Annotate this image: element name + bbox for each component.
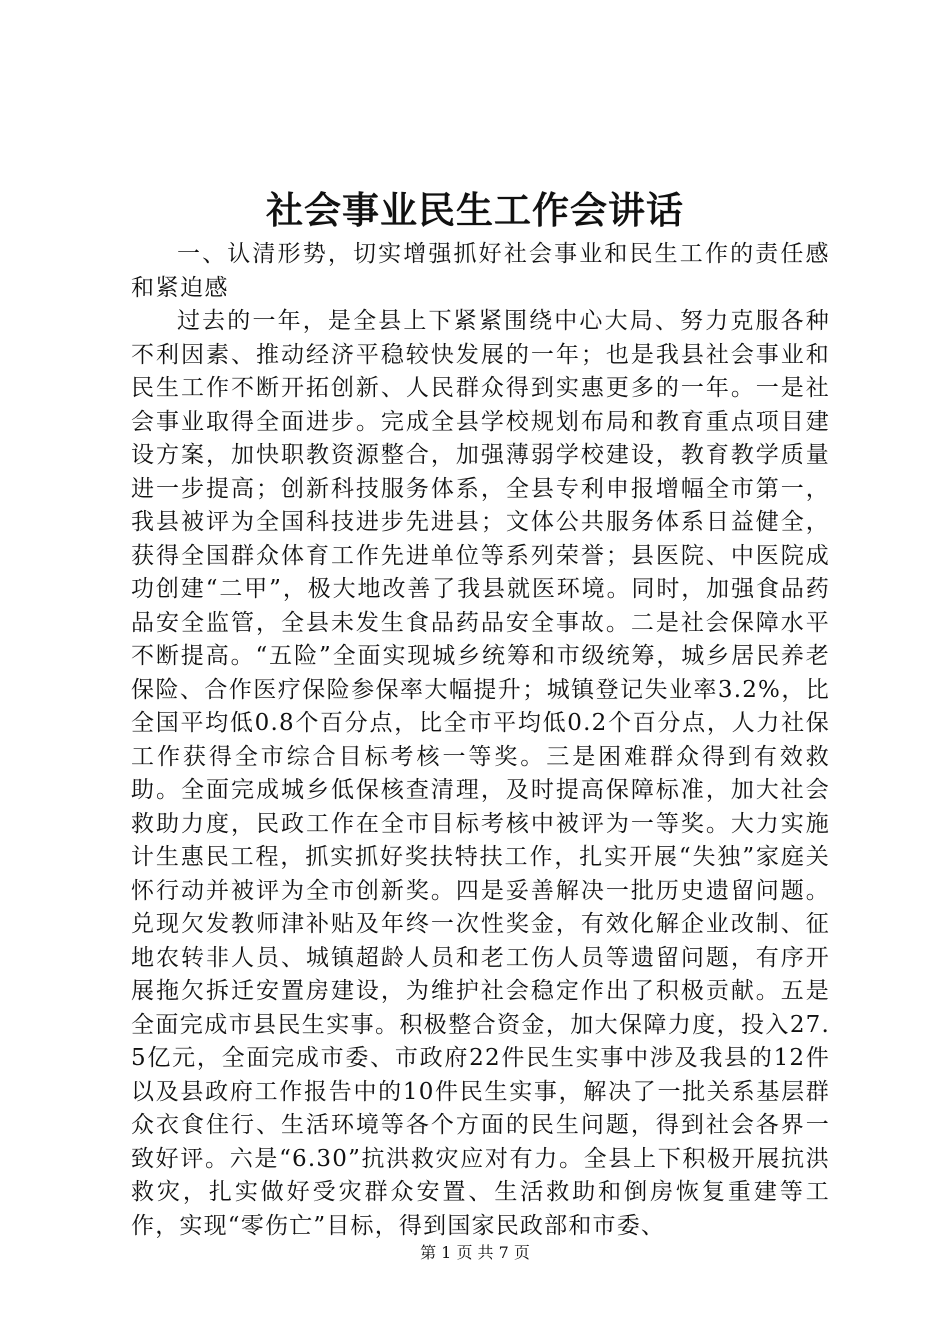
section-heading: 一、认清形势，切实增强抓好社会事业和民生工作的责任感和紧迫感 bbox=[131, 241, 830, 301]
body-paragraph: 过去的一年，是全县上下紧紧围绕中心大局、努力克服各种不利因素、推动经济平稳较快发展的一年；也是我县社会事业和民生工作不断开拓创新、人民群众得到实惠更多的一年。一是社会事业取得全面进步。完成全县学校规划布局和教育重点项目建设方案，加快职教资源整合，加强薄弱学校建设，教育教学质量进一步提高；创新科技服务体系，全县专利申报增幅全市第一，我县被评为全国科技进步先进县；文体公共服务体系日益健全，获得全国群众体育工作先进单位等系列荣誉；县医院、中医院成功创建“二甲”，极大地改善了我县就医环境。同时，加强食品药品安全监管，全县未发生食品药品安全事故。二是社会保障水平不断提高。“五险”全面实现城乡统筹和市级统筹，城乡居民养老保险、合作医疗保险参保率大幅提升；城镇登记失业率3.2%，比全国平均低0.8个百分点，比全市平均低0.2个百分点，人力社保工作获得全市综合目标考核一等奖。三是困难群众得到有效救助。全面完成城乡低保核查清理，及时提高保障标准，加大社会救助力度，民政工作在全市目标考核中被评为一等奖。大力实施计生惠民工程，抓实抓好奖扶特扶工作，扎实开展“失独”家庭关怀行动并被评为全市创新奖。四是妥善解决一批历史遗留问题。兑现欠发教师津补贴及年终一次性奖金，有效化解企业改制、征地农转非人员、城镇超龄人员和老工伤人员等遗留问题，有序开展拖欠拆迁安置房建设，为维护社会稳定作出了积极贡献。五是全面完成市县民生实事。积极整合资金，加大保障力度，投入27.5亿元，全面完成市委、市政府22件民生实事中涉及我县的12件以及县政府工作报告中的10件民生实事，解决了一批关系基层群众衣食住行、生活环境等各个方面的民生问题，得到社会各界一致好评。六是“6.30”抗洪救灾应对有力。全县上下积极开展抗洪救灾，扎实做好受灾群众安置、生活救助和倒房恢复重建等工作，实现“零伤亡”目标，得到国家民政部和市委、 bbox=[131, 308, 830, 1239]
page-number-footer: 第 1 页 共 7 页 bbox=[420, 1243, 530, 1262]
document-title: 社会事业民生工作会讲话 bbox=[266, 188, 684, 232]
document-body bbox=[131, 238, 830, 1243]
